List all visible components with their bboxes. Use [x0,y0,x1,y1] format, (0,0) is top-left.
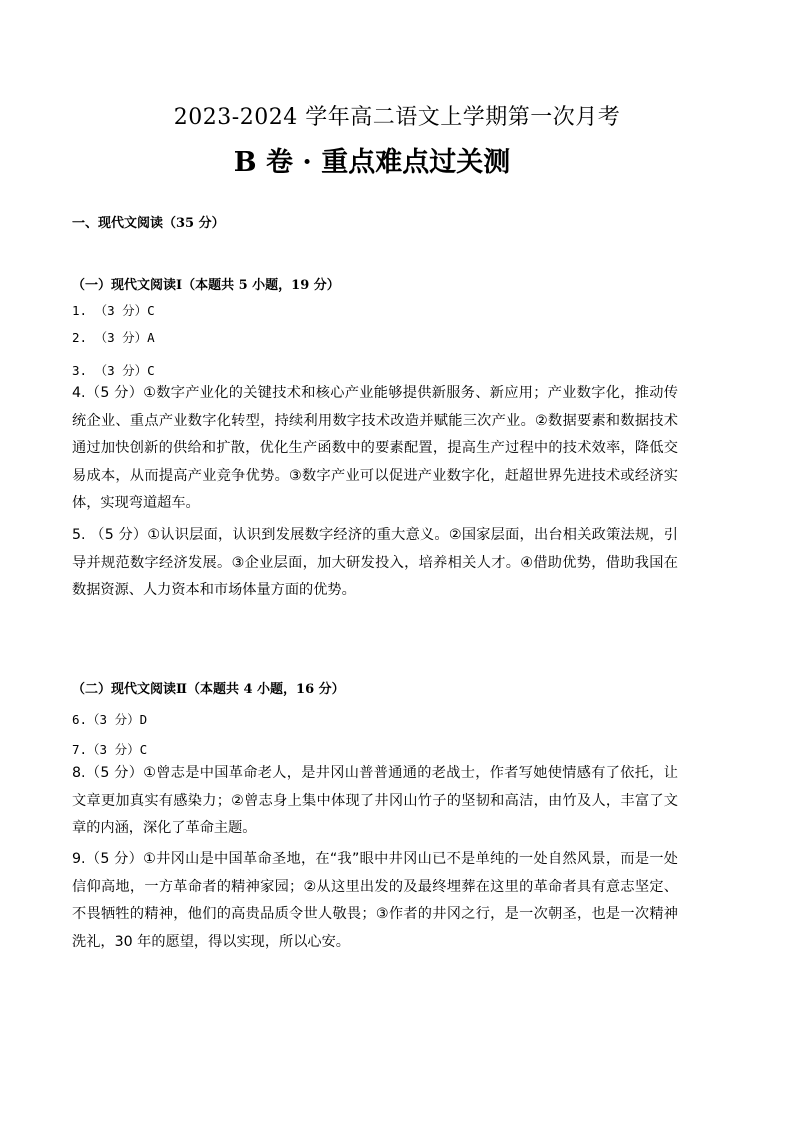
answer-2: 2. （3 分）A [72,330,155,345]
answer-8: 8.（5 分）①曾志是中国革命老人，是井冈山普普通通的老战士，作者写她使情感有了依托，让文章更加真实有感染力；②曾志身上集中体现了井冈山竹子的坚韧和高洁，由竹及人，丰富了文章的内涵，深化了革命主题。 [72,765,678,836]
exam-title: 2023-2024 学年高二语文上学期第一次月考 [173,105,621,130]
section-heading: 一、现代文阅读（35 分） [72,216,225,231]
answer-9: 9.（5 分）①井冈山是中国革命圣地，在“我”眼中井冈山已不是单纯的一处自然风景，而是一处信仰高地，一方革命者的精神家园；②从这里出发的及最终埋葬在这里的革命者具有意志坚定、不畏牺牲的精神，他们的高贵品质令世人敬畏；③作者的井冈之行，是一次朝圣，也是一次精神洗礼，30 年的愿望，得以实现，所以心安。 [72,851,678,950]
answer-7: 7.（3 分）C [72,742,148,757]
answer-5: 5. （5 分）①认识层面，认识到发展数字经济的重大意义。②国家层面，出台相关政策法规，引导并规范数字经济发展。③企业层面，加大研发投入，培养相关人才。④借助优势，借助我国在数据资源、人力资本和市场体量方面的优势。 [72,527,678,598]
answer-1: 1. （3 分）C [72,303,155,318]
exam-subtitle: B 卷 · 重点难点过关测 [233,147,511,178]
answer-4: 4.（5 分）①数字产业化的关键技术和核心产业能够提供新服务、新应用；产业数字化，推动传统企业、重点产业数字化转型，持续利用数字技术改造并赋能三次产业。②数据要素和数据技术通过加快创新的供给和扩散，优化生产函数中的要素配置，提高生产过程中的技术效率，降低交易成本，从而提高产业竞争优势。③数字产业可以促进产业数字化，赶超世界先进技术或经济实体，实现弯道超车。 [72,385,678,511]
answer-6: 6.（3 分）D [72,712,148,727]
part1-heading: （一）现代文阅读Ⅰ（本题共 5 小题，19 分） [72,278,340,293]
answer-3: 3. （3 分）C [72,363,155,378]
part2-heading: （二）现代文阅读Ⅱ（本题共 4 小题，16 分） [72,682,345,697]
